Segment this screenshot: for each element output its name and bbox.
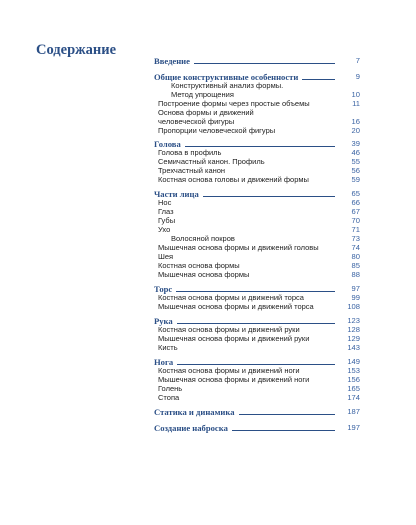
page-number: 97 [351,284,360,293]
section-title: Рука [154,316,173,326]
entry-title: Кисть [158,343,178,352]
toc-section [154,407,360,417]
page-number: 10 [351,90,360,99]
page-number: 88 [351,270,360,279]
entry-title: Волосяной покров [171,234,235,243]
section-title: Торс [154,284,173,294]
page-number: 128 [347,325,360,334]
entry-title: Пропорции человеческой фигуры [158,126,276,135]
page-number: 174 [347,393,360,402]
page-number: 74 [351,243,360,252]
entry-title: Мышечная основа формы [158,270,250,279]
page-number: 85 [351,261,360,270]
page-number: 73 [351,234,360,243]
page-number: 99 [351,293,360,302]
entry-title: Семичастный канон. Профиль [158,157,265,166]
entry-title: Построение формы через простые объемы [158,99,310,108]
page-number: 59 [351,175,360,184]
page-number: 46 [351,148,360,157]
page-number: 39 [351,139,360,148]
entry-title: Глаз [158,207,174,216]
page-number: 123 [347,316,360,325]
toc-section [154,56,360,66]
page-number: 108 [347,302,360,311]
section-title: Статика и динамика [154,407,235,417]
entry-title: Голень [158,384,183,393]
page-number: 11 [352,99,360,108]
page-number: 65 [351,189,360,198]
page-number: 56 [351,166,360,175]
entry-title: Костная основа формы и движений руки [158,325,300,334]
entry-title: Костная основа формы [158,261,240,270]
section-rule [185,146,335,147]
toc-entry [154,175,360,185]
page-number: 153 [347,366,360,375]
page-number: 67 [351,207,360,216]
page-number: 55 [351,157,360,166]
entry-title: Мышечная основа формы и движений ноги [158,375,310,384]
entry-title: Голова в профиль [158,148,222,157]
entry-title: Шея [158,252,174,261]
toc-entry [154,302,360,312]
page-number: 66 [351,198,360,207]
page-number: 165 [347,384,360,393]
section-rule [177,323,335,324]
page-number: 149 [347,357,360,366]
toc-entry [154,343,360,353]
entry-title: человеческой фигуры [158,117,235,126]
page-number: 71 [351,225,360,234]
section-title: Нога [154,357,174,367]
toc-entry [154,126,360,136]
page-number: 187 [347,407,360,416]
page-title: Содержание [36,42,117,58]
toc-section [154,423,360,433]
section-rule [232,430,335,431]
section-rule [239,414,335,415]
page-number: 9 [355,72,360,81]
entry-title: Костная основа формы и движений ноги [158,366,300,375]
entry-title: Костная основа головы и движений формы [158,175,309,184]
page-number: 7 [355,56,360,65]
entry-title: Основа формы и движений [158,108,254,117]
entry-title: Ухо [158,225,171,234]
entry-title: Костная основа формы и движений торса [158,293,304,302]
page-number: 80 [351,252,360,261]
page-number: 70 [351,216,360,225]
entry-title: Мышечная основа формы и движений головы [158,243,319,252]
section-title: Создание наброска [154,423,228,433]
section-rule [177,364,335,365]
entry-title: Мышечная основа формы и движений руки [158,334,310,343]
page-number: 156 [347,375,360,384]
entry-title: Нос [158,198,172,207]
section-rule [302,79,335,80]
entry-title: Стопа [158,393,180,402]
section-title: Введение [154,56,190,66]
section-rule [194,63,335,64]
section-title: Части лица [154,189,199,199]
page-number: 129 [347,334,360,343]
entry-title: Мышечная основа формы и движений торса [158,302,314,311]
page-number: 20 [351,126,360,135]
section-title: Голова [154,139,181,149]
page-number: 197 [347,423,360,432]
entry-title: Конструктивный анализ формы. [171,81,284,90]
section-rule [203,196,335,197]
toc-entry [154,270,360,280]
page-number: 16 [351,117,360,126]
page-number: 143 [347,343,360,352]
toc-entry [154,393,360,403]
entry-title: Метод упрощения [171,90,234,99]
entry-title: Трехчастный канон [158,166,226,175]
section-title: Общие конструктивные особенности [154,72,299,82]
section-rule [176,291,335,292]
entry-title: Губы [158,216,176,225]
